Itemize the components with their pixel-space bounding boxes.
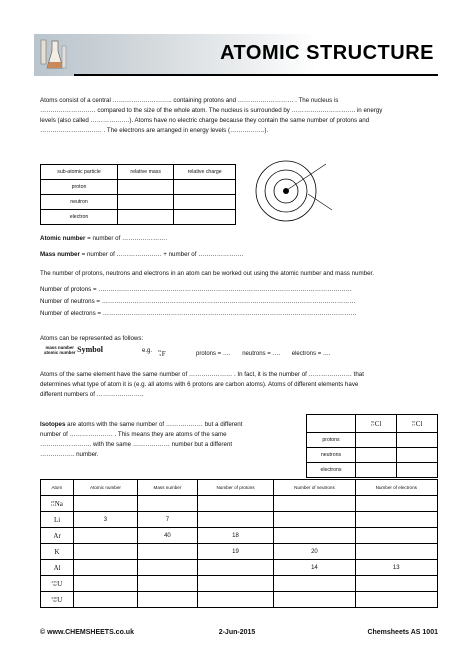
- example-electrons: electrons = ….: [291, 351, 331, 357]
- atom-symbol-cell: Ar: [41, 528, 74, 544]
- isotopes-line-4: …………….. number.: [40, 451, 99, 458]
- intro-line-4: ………………………… . The electrons are arranged in energy levels (……………..).: [40, 127, 269, 134]
- answer-cell[interactable]: 40: [138, 528, 197, 544]
- answer-cell[interactable]: [197, 496, 274, 512]
- atom-symbol-cell: 238 92 U: [41, 592, 74, 608]
- mass-number-rest: = number of …………………. + number of ………………….: [79, 251, 244, 258]
- particle-header-0: sub-atomic particle: [41, 165, 118, 180]
- example-neutrons: neutrons = ….: [242, 351, 281, 357]
- intro-line-3: levels (also called ……………….). Atoms have no electric charge because they contain the same number of protons and: [40, 117, 370, 124]
- answer-cell[interactable]: [138, 544, 197, 560]
- iso-row-protons: protons: [307, 433, 356, 448]
- table-row: [41, 512, 438, 528]
- answer-cell[interactable]: 19: [197, 544, 274, 560]
- answer-cell[interactable]: [355, 528, 437, 544]
- answer-cell[interactable]: [73, 544, 138, 560]
- answer-cell[interactable]: [138, 592, 197, 608]
- symbol-label: Symbol: [77, 345, 103, 354]
- atom-header-1: Atomic number: [73, 480, 138, 496]
- answer-cell[interactable]: [73, 592, 138, 608]
- answer-cell[interactable]: [73, 496, 138, 512]
- footer-website: © www.CHEMSHEETS.co.uk: [40, 629, 134, 636]
- answer-cell[interactable]: [274, 512, 355, 528]
- answer-cell[interactable]: [274, 496, 355, 512]
- atom-symbol-cell: Al: [41, 560, 74, 576]
- answer-cell[interactable]: [197, 512, 274, 528]
- mass-number-term: Mass number: [40, 251, 80, 258]
- notation-fraction: [44, 345, 75, 355]
- answer-cell[interactable]: [274, 528, 355, 544]
- example-label: e.g.: [142, 348, 153, 354]
- table-row: [41, 496, 438, 512]
- answer-cell[interactable]: [197, 592, 274, 608]
- answer-cell[interactable]: [197, 576, 274, 592]
- protons-line: Number of protons = ……………………………………………………………………………………………………………: [40, 286, 352, 293]
- answer-cell[interactable]: 3: [73, 512, 138, 528]
- footer-date: 2-Jun-2015: [218, 629, 256, 636]
- isotopes-line-3: ……………………. with the same ……………… number but a different: [40, 441, 233, 448]
- answer-cell[interactable]: 18: [197, 528, 274, 544]
- table-row: [41, 544, 438, 560]
- isotopes-line-1: are atoms with the same number of ……………… but a different: [65, 421, 243, 428]
- atom-header-3: Number of protons: [197, 480, 274, 496]
- atom-symbol-cell: 23 11 Na: [41, 496, 74, 512]
- answer-cell[interactable]: [356, 463, 397, 478]
- particle-row-proton: proton: [41, 180, 118, 195]
- atom-symbol-cell: 235 92 U: [41, 576, 74, 592]
- element-line-2: determines what type of atom it is (e.g. all atoms with 6 protons are carbon atoms). Atoms of different elements have: [40, 381, 359, 388]
- atom-symbol-cell: Li: [41, 512, 74, 528]
- atom-symbol-cell: K: [41, 544, 74, 560]
- answer-cell[interactable]: 14: [274, 560, 355, 576]
- answer-cell[interactable]: [355, 576, 437, 592]
- footer-code: Chemsheets AS 1001: [367, 629, 438, 636]
- answer-cell[interactable]: [174, 210, 236, 225]
- table-row: [41, 528, 438, 544]
- title-underline: [74, 74, 438, 76]
- answer-cell[interactable]: [118, 180, 174, 195]
- element-line-1: Atoms of the same element have the same number of ………………… . In fact, it is the number of ………………… that: [40, 371, 364, 378]
- particle-header-2: relative charge: [174, 165, 236, 180]
- atom-header-4: Number of neutrons: [274, 480, 355, 496]
- intro-line-1: Atoms consist of a central ……………………….. containing protons and ……………………… . The nucleus is: [40, 97, 339, 104]
- chlorine-37-header: 37 17 Cl: [397, 415, 438, 433]
- mass-number-definition: [40, 250, 438, 260]
- answer-cell[interactable]: [174, 180, 236, 195]
- isotopes-table: [306, 414, 438, 478]
- answer-cell[interactable]: [274, 592, 355, 608]
- atomic-number-definition: [40, 234, 438, 244]
- particle-header-1: relative mass: [118, 165, 174, 180]
- atomic-number-label: atomic number: [44, 350, 76, 356]
- blank-header: [307, 415, 356, 433]
- example-notation: [142, 348, 166, 358]
- atomic-number-term: Atomic number: [40, 235, 86, 242]
- atom-table: [40, 479, 438, 608]
- answer-cell[interactable]: 20: [274, 544, 355, 560]
- particle-row-electron: electron: [41, 210, 118, 225]
- lab-glassware-icon: [38, 38, 68, 72]
- answer-cell[interactable]: [356, 433, 397, 448]
- answer-cell[interactable]: 13: [355, 560, 437, 576]
- isotopes-line-2: number of ………………… . This means they are atoms of the same: [40, 431, 227, 438]
- table-row: [41, 576, 438, 592]
- neutrons-line: Number of neutrons = ……………………………………………………………………………………………………………: [40, 298, 356, 305]
- page-title: ATOMIC STRUCTURE: [220, 42, 434, 64]
- intro-line-2: ……………………… compared to the size of the whole atom. The nucleus is surrounded by …………………………. in energy: [40, 107, 383, 114]
- answer-cell[interactable]: [138, 496, 197, 512]
- answer-cell[interactable]: 7: [138, 512, 197, 528]
- page-header: [34, 34, 438, 76]
- isotopes-paragraph: [40, 420, 286, 460]
- iso-row-electrons: electrons: [307, 463, 356, 478]
- answer-cell[interactable]: [73, 560, 138, 576]
- electrons-line: Number of electrons = ……………………………………………………………………………………………………………: [40, 310, 357, 317]
- answer-cell[interactable]: [355, 544, 437, 560]
- table-row: [41, 592, 438, 608]
- element-paragraph: [40, 370, 438, 400]
- answer-cell[interactable]: [138, 576, 197, 592]
- atom-header-0: Atom: [41, 480, 74, 496]
- atomic-number-rest: = number of ………………….: [85, 235, 168, 242]
- fluorine-isotope: 19 9 F: [157, 349, 166, 358]
- answer-cell[interactable]: [355, 592, 437, 608]
- table-row: [41, 560, 438, 576]
- chlorine-35-header: 35 17 Cl: [356, 415, 397, 433]
- atom-header-2: Mass number: [138, 480, 197, 496]
- representation-intro: Atoms can be represented as follows:: [40, 335, 144, 342]
- atom-header-5: Number of electrons: [355, 480, 437, 496]
- element-line-3: different numbers of …………………..: [40, 391, 144, 398]
- answer-cell[interactable]: [397, 463, 438, 478]
- example-protons: protons = ….: [196, 351, 231, 357]
- example-counts: [196, 351, 331, 357]
- explain-text: The number of protons, neutrons and electrons in an atom can be worked out using the atomic number and mass number.: [40, 270, 374, 277]
- answer-cell[interactable]: [397, 433, 438, 448]
- atom-diagram: [254, 154, 344, 234]
- answer-cell[interactable]: [356, 448, 397, 463]
- answer-cell[interactable]: [355, 512, 437, 528]
- answer-cell[interactable]: [197, 560, 274, 576]
- symbol-notation: [44, 345, 103, 355]
- answer-cell[interactable]: [118, 210, 174, 225]
- answer-cell[interactable]: [73, 528, 138, 544]
- answer-cell[interactable]: [73, 576, 138, 592]
- iso-row-neutrons: neutrons: [307, 448, 356, 463]
- mass-number-label: mass number: [45, 345, 75, 351]
- isotopes-term: Isotopes: [40, 421, 66, 428]
- answer-cell[interactable]: [174, 195, 236, 210]
- answer-cell[interactable]: [138, 560, 197, 576]
- particle-row-neutron: neutron: [41, 195, 118, 210]
- answer-cell[interactable]: [118, 195, 174, 210]
- answer-cell[interactable]: [355, 496, 437, 512]
- answer-cell[interactable]: [397, 448, 438, 463]
- answer-cell[interactable]: [274, 576, 355, 592]
- intro-paragraph: [40, 96, 438, 136]
- particle-table: [40, 164, 236, 225]
